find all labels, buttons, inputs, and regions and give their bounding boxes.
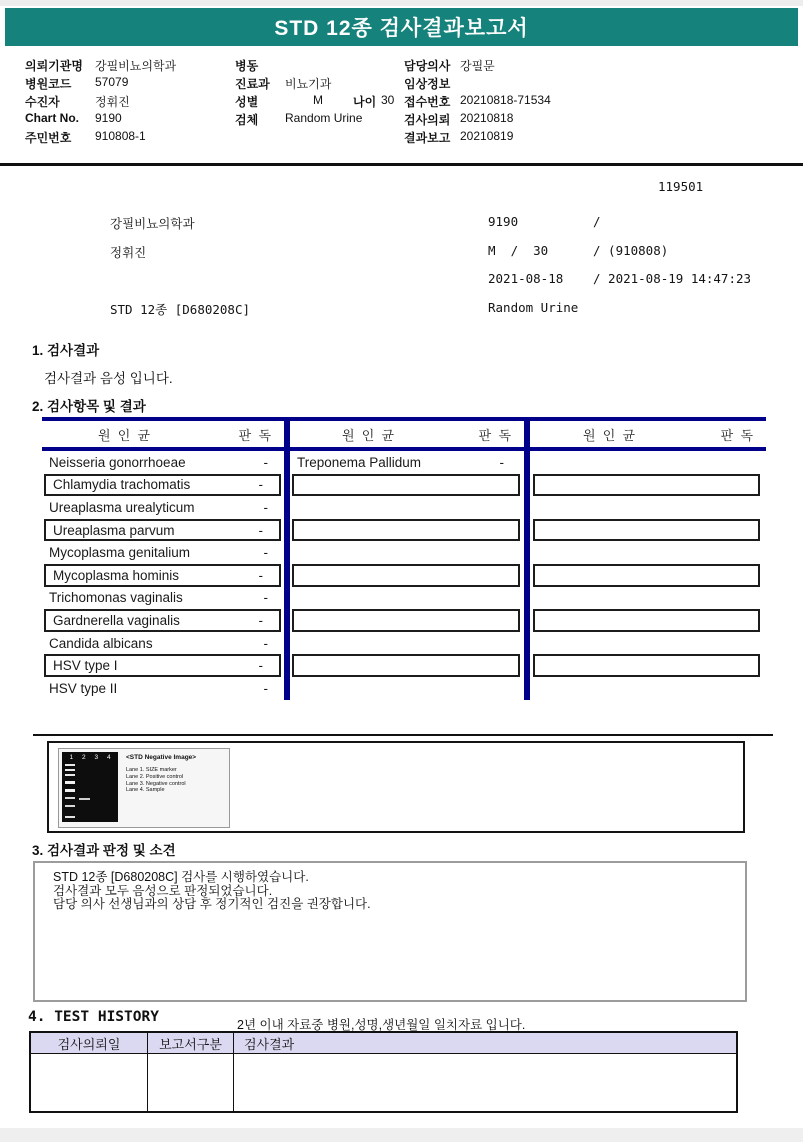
empty-result-box [533,609,760,632]
gel-electrophoresis-image [62,752,118,822]
pathogen-row-boxed [44,564,281,587]
gel-lane-desc: Lane 1. SIZE marker [126,767,177,773]
pathogen-row-boxed [44,654,281,677]
top-gray-strip [0,0,803,6]
pathogen-row-boxed [44,474,281,497]
result-value: - [258,522,263,538]
report-title-banner [5,8,798,46]
gel-section-divider [33,734,773,736]
comment-line: 담당 의사 선생님과의 상담 후 정기적인 검진을 권장합니다. [53,897,371,911]
pathogen-row-boxed [44,609,281,632]
summary-hospital: 강필비뇨의학과 [110,216,195,231]
result-value: - [258,567,263,583]
info-value: Random Urine [285,111,363,125]
empty-row [530,677,766,700]
summary-request-date: 2021-08-18 [488,271,564,286]
header-pathogen: 원 인 균 [97,427,151,443]
pathogen-name: Mycoplasma genitalium [49,545,191,561]
history-body-row [31,1054,736,1111]
pathogen-name: HSV type I [53,658,118,674]
empty-row [530,541,766,564]
info-value: 20210818-71534 [460,93,551,107]
info-value: 20210818 [460,111,514,125]
result-value: - [263,635,268,651]
gel-title: <STD Negative Image> [126,754,197,761]
gel-image-panel [47,741,745,833]
history-col-header: 검사의뢰일 [31,1033,148,1054]
table-header-group [42,421,284,447]
pathogen-name: Neisseria gonorrhoeae [49,454,186,470]
bottom-gray-strip [0,1128,803,1142]
result-value: - [499,454,504,470]
empty-result-box [292,609,520,632]
table-header-group [290,421,524,447]
header-reading: 판 독 [720,427,753,443]
summary-slash: / [593,214,601,229]
lane-number: 2 [81,754,86,761]
history-note: 2년 이내 자료중 병원,성명,생년월일 일치자료 입니다. [237,1018,526,1032]
result-value: - [258,658,263,674]
empty-result-box [292,474,520,497]
page-title: STD 12종 검사결과보고서 [274,17,529,40]
section1-heading: 1. 검사결과 [32,343,100,358]
info-label: 임상정보 [404,77,451,91]
empty-row [530,496,766,519]
info-value: 57079 [95,75,129,89]
pathogen-name: HSV type II [49,680,118,696]
summary-test-name: STD 12종 [D680208C] [110,302,251,317]
empty-row [290,677,524,700]
pathogen-column-1 [42,451,284,700]
empty-result-box [292,654,520,677]
info-label: 검사의뢰 [404,113,451,127]
pathogen-name: Ureaplasma parvum [53,522,175,538]
info-label: 의뢰기관명 [25,59,83,73]
pathogen-row [290,451,524,474]
result-value: - [263,680,268,696]
history-col-header: 검사결과 [234,1033,736,1054]
pathogen-row [42,541,284,564]
info-value: 30 [381,93,395,107]
lane-number: 4 [106,754,111,761]
table-header-group [530,421,766,447]
empty-result-box [533,474,760,497]
header-pathogen: 원 인 균 [341,427,395,443]
summary-specimen: Random Urine [488,300,579,315]
empty-row [290,632,524,655]
header-divider-line [0,163,803,166]
info-value: 강필문 [460,59,495,73]
lane-number: 1 [69,754,74,761]
results-table [42,417,766,700]
empty-result-box [533,654,760,677]
result-value: - [263,590,268,606]
pathogen-row [42,632,284,655]
result-value: - [263,454,268,470]
gel-lane-desc: Lane 2. Positive control [126,773,184,780]
section2-heading: 2. 검사항목 및 결과 [32,399,146,414]
info-value: 정휘진 [95,95,130,109]
history-header-row [31,1033,736,1054]
section4-heading: 4. TEST HISTORY [28,1009,159,1025]
comment-line: STD 12종 [D680208C] 검사를 시행하였습니다. [53,870,309,884]
empty-row [530,451,766,474]
info-label: 담당의사 [404,59,451,73]
header-reading: 판 독 [478,427,511,443]
info-label: 병동 [235,59,259,73]
pathogen-row [42,496,284,519]
info-label: 성별 [235,95,259,109]
info-value: 910808-1 [95,129,146,143]
history-cell [31,1054,148,1111]
pathogen-name: Ureaplasma urealyticum [49,499,195,515]
header-pathogen: 원 인 균 [582,427,636,443]
gel-thumbnail [58,748,230,828]
history-cell [234,1054,736,1111]
info-value: 강필비뇨의학과 [95,59,177,73]
comment-line: 검사결과 모두 음성으로 판정되었습니다. [53,883,273,898]
pathogen-name: Candida albicans [49,635,153,651]
result-value: - [263,545,268,561]
pathogen-name: Chlamydia trachomatis [53,477,191,493]
empty-row [530,632,766,655]
result-value: - [258,612,263,628]
info-value: M [313,93,323,107]
summary-report-datetime: / 2021-08-19 14:47:23 [593,271,752,286]
info-label: 결과보고 [404,131,451,145]
pathogen-row-boxed [44,519,281,542]
info-value: 비뇨기과 [285,77,332,91]
summary-sex-age: M / 30 [488,243,549,258]
summary-birth: / (910808) [593,243,669,258]
pathogen-column-3 [530,451,766,700]
info-label: 접수번호 [404,95,451,109]
test-history-table [29,1031,738,1113]
document-number: 119501 [658,179,704,194]
summary-patient-name: 정휘진 [110,245,147,260]
gel-bands-graphic [62,761,118,821]
info-value: 9190 [95,111,122,125]
info-label: 주민번호 [25,131,72,145]
info-label: 진료과 [235,77,270,91]
info-label: 병원코드 [25,77,72,91]
pathogen-column-2 [290,451,524,700]
empty-result-box [533,519,760,542]
gel-legend [126,752,196,824]
comment-box [33,861,747,1002]
empty-result-box [533,564,760,587]
empty-row [290,496,524,519]
empty-row [290,587,524,610]
info-value: 20210819 [460,129,514,143]
pathogen-name: Gardnerella vaginalis [53,612,180,628]
pathogen-row [42,677,284,700]
lane-number: 3 [94,754,99,761]
result-value: - [258,477,263,493]
gel-lane-desc: Lane 4. Sample [126,787,165,794]
info-label: 수진자 [25,95,60,109]
header-reading: 판 독 [238,427,271,443]
empty-result-box [292,519,520,542]
empty-result-box [292,564,520,587]
result-value: - [263,499,268,515]
pathogen-name: Mycoplasma hominis [53,567,180,583]
info-label: 검체 [235,113,259,127]
summary-chart-no: 9190 [488,214,519,229]
pathogen-row [42,451,284,474]
history-cell [148,1054,234,1111]
pathogen-name: Trichomonas vaginalis [49,590,183,606]
empty-row [530,587,766,610]
info-label: Chart No. [25,111,79,125]
info-label: 나이 [353,95,377,109]
section3-heading: 3. 검사결과 판정 및 소견 [32,843,176,858]
empty-row [290,541,524,564]
gel-lane-desc: Lane 3. Negative control [126,780,186,787]
history-col-header: 보고서구분 [148,1033,234,1054]
pathogen-row [42,587,284,610]
section1-result-text: 검사결과 음성 입니다. [44,371,173,386]
pathogen-name: Treponema Pallidum [297,454,422,470]
